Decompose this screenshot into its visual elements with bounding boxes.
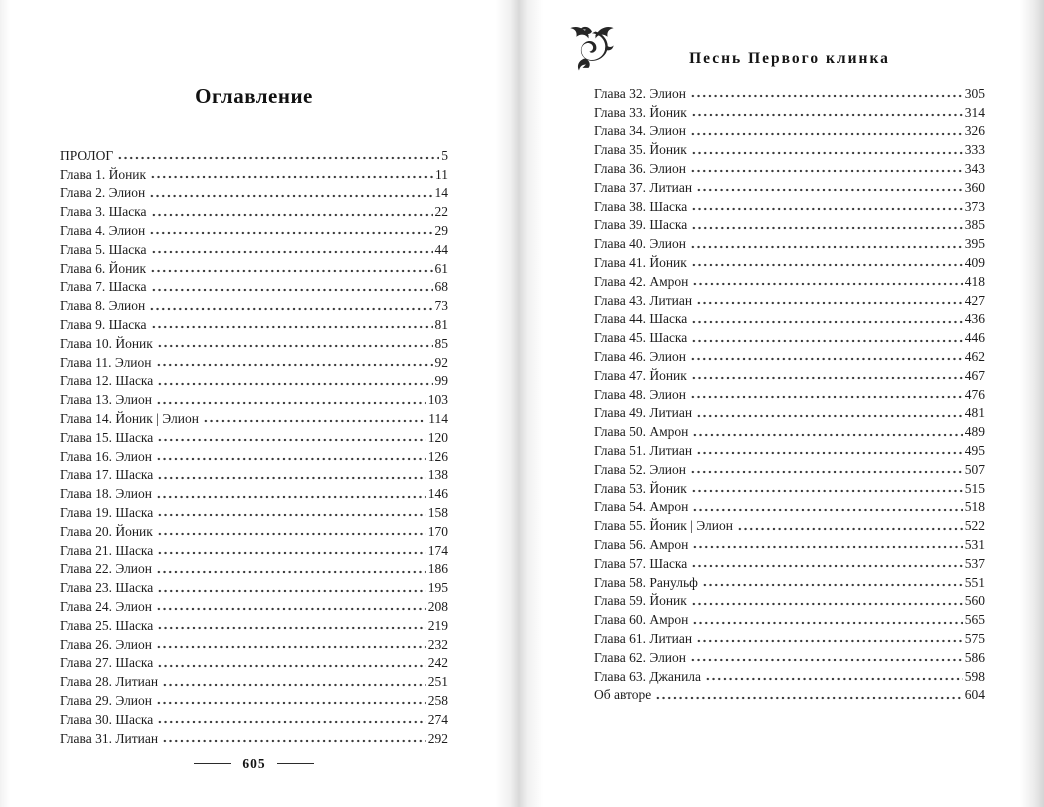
toc-entry-page: 158 [427,504,448,520]
toc-entry-page: 305 [964,85,985,101]
right-page [527,0,1044,807]
toc-entry[interactable] [594,102,985,121]
toc-entry-label: Глава 11. Элион [60,354,152,370]
page-footer [60,756,448,772]
toc-entry-page: 232 [427,636,448,652]
toc-entry[interactable] [594,440,985,459]
toc-entry[interactable] [60,540,448,559]
dot-leader [702,582,963,588]
dot-leader [655,695,963,701]
dot-leader [691,206,962,212]
toc-entry-label: Глава 56. Амрон [594,536,689,552]
dot-leader [691,338,962,344]
toc-entry[interactable] [60,653,448,672]
toc-entry-page: 418 [964,273,985,289]
left-page [0,0,517,807]
toc-entry-page: 242 [427,655,448,671]
dot-leader [691,601,963,607]
toc-entry-label: Глава 38. Шаска [594,198,688,214]
toc-entry-label: Глава 21. Шаска [60,542,154,558]
toc-entry-page: 186 [427,561,448,577]
toc-entry-label: Глава 29. Элион [60,692,153,708]
toc-entry[interactable] [594,158,985,177]
dot-leader [691,112,963,118]
toc-entry-label: Глава 55. Йоник | Элион [594,518,733,534]
dot-leader [157,531,426,537]
toc-entry-label: Глава 5. Шаска [60,241,147,257]
dot-leader [162,738,426,744]
dot-leader [690,394,963,400]
toc-entry-page: 586 [964,649,985,665]
dot-leader [157,437,425,443]
toc-entry[interactable] [60,201,448,220]
dot-leader [691,319,962,325]
toc-entry[interactable] [594,459,985,478]
toc-entry[interactable] [60,502,448,521]
toc-entry[interactable] [594,83,985,102]
toc-entry[interactable] [594,215,985,234]
dot-leader [151,249,433,255]
dot-leader [156,494,426,500]
toc-entry[interactable] [60,483,448,502]
toc-entry-label: Глава 57. Шаска [594,555,688,571]
dot-leader [691,225,962,231]
dot-leader [157,475,425,481]
dot-leader [117,155,439,161]
toc-entry[interactable] [594,534,985,553]
toc-entry-page: 208 [427,598,448,614]
toc-entry-page: 476 [964,386,985,402]
toc-entry[interactable] [594,666,985,685]
dot-leader [150,174,433,180]
toc-entry-label: Глава 42. Амрон [594,273,689,289]
toc-entry[interactable] [594,591,985,610]
toc-entry[interactable] [594,139,985,158]
toc-entry-page: 531 [964,536,985,552]
toc-entry-label: Глава 39. Шаска [594,217,688,233]
toc-entry[interactable] [594,327,985,346]
toc-entry[interactable] [60,389,448,408]
toc-entry-page: 126 [427,448,448,464]
toc-entry-page: 99 [434,373,448,389]
dot-leader [691,262,963,268]
toc-entry-page: 333 [964,142,985,158]
toc-entry-page: 467 [964,367,985,383]
dot-leader [691,150,963,156]
dot-leader [157,512,425,518]
dot-leader [690,657,963,663]
toc-entry[interactable] [60,258,448,277]
toc-entry[interactable] [60,709,448,728]
toc-entry-page: 73 [434,298,448,314]
toc-entry[interactable] [594,421,985,440]
toc-entry[interactable] [594,365,985,384]
dot-leader [691,488,963,494]
toc-entry-label: Глава 60. Амрон [594,612,689,628]
dot-leader [690,131,963,137]
dot-leader [156,456,426,462]
toc-entry-page: 343 [964,160,985,176]
dot-leader [690,93,963,99]
toc-entry-label: Глава 25. Шаска [60,617,154,633]
toc-entry-label: Глава 45. Шаска [594,330,688,346]
toc-entry-page: 560 [964,593,985,609]
toc-entry-page: 92 [434,354,448,370]
toc-entry-label: Глава 41. Йоник [594,254,687,270]
toc-entry[interactable] [60,615,448,634]
toc-entry[interactable] [594,515,985,534]
dot-leader [156,700,426,706]
toc-entry[interactable] [60,352,448,371]
toc-entry-label: Глава 51. Литиан [594,442,693,458]
toc-entry-label: Глава 52. Элион [594,461,687,477]
toc-entry-page: 170 [427,523,448,539]
toc-entry-label: Глава 30. Шаска [60,711,154,727]
toc-entry-page: 385 [964,217,985,233]
toc-entry-label: Глава 2. Элион [60,185,146,201]
dot-leader [692,544,962,550]
dot-leader [696,187,963,193]
dot-leader [156,606,426,612]
toc-entry-page: 489 [964,424,985,440]
dot-leader [151,212,433,218]
toc-entry[interactable] [60,239,448,258]
toc-entry-label: Глава 61. Литиан [594,630,693,646]
toc-entry-page: 507 [964,461,985,477]
toc-entry-page: 409 [964,254,985,270]
toc-entry-page: 11 [435,166,448,182]
toc-entry-label: Глава 26. Элион [60,636,153,652]
toc-title: Оглавление [195,84,313,108]
dot-leader [737,526,963,532]
dot-leader [690,469,963,475]
toc-entry-label: Глава 59. Йоник [594,593,687,609]
toc-entry[interactable] [60,427,448,446]
toc-entry[interactable] [594,685,985,704]
toc-entry-label: Глава 24. Элион [60,598,153,614]
toc-entry[interactable] [60,408,448,427]
toc-entry-page: 314 [964,104,985,120]
dot-leader [157,663,425,669]
dot-leader [151,287,433,293]
toc-entry-page: 292 [427,730,448,746]
toc-entry-label: Глава 27. Шаска [60,655,154,671]
toc-entry-label: Глава 46. Элион [594,348,687,364]
dot-leader [149,230,432,236]
toc-entry-label: Глава 19. Шаска [60,504,154,520]
toc-entry[interactable] [60,446,448,465]
dot-leader [157,625,425,631]
toc-entry[interactable] [594,233,985,252]
toc-entry-label: Об авторе [594,687,652,703]
toc-entry-page: 103 [427,392,448,408]
toc-entry-page: 81 [434,316,448,332]
toc-entry[interactable] [594,346,985,365]
toc-entry-label: Глава 13. Элион [60,392,153,408]
toc-entry-page: 326 [964,123,985,139]
dot-leader [157,550,425,556]
toc-entry[interactable] [594,384,985,403]
toc-entry-label: Глава 62. Элион [594,649,687,665]
dot-leader [692,281,962,287]
toc-entry[interactable] [594,497,985,516]
toc-entry-label: Глава 23. Шаска [60,580,154,596]
dot-leader [690,356,963,362]
dot-leader [696,638,963,644]
toc-entry-label: Глава 40. Элион [594,236,687,252]
toc-entry-page: 395 [964,236,985,252]
dot-leader [692,432,962,438]
toc-entry-label: Глава 35. Йоник [594,142,687,158]
toc-entry-label: Глава 17. Шаска [60,467,154,483]
dot-leader [691,375,963,381]
toc-entry-label: Глава 43. Литиан [594,292,693,308]
toc-entry-label: Глава 31. Литиан [60,730,159,746]
toc-entry[interactable] [60,559,448,578]
toc-entry-page: 29 [434,222,448,238]
toc-entry[interactable] [60,690,448,709]
dot-leader [692,620,962,626]
toc-entry[interactable] [60,183,448,202]
toc-entry-page: 598 [964,668,985,684]
toc-list-left [60,145,448,747]
toc-entry[interactable] [594,403,985,422]
toc-entry-page: 427 [964,292,985,308]
toc-entry-page: 481 [964,405,985,421]
toc-entry-label: Глава 28. Литиан [60,674,159,690]
toc-entry-page: 360 [964,179,985,195]
toc-entry-label: Глава 12. Шаска [60,373,154,389]
toc-entry[interactable] [60,577,448,596]
footer-rule-left [194,763,231,764]
dot-leader [157,588,425,594]
toc-entry-page: 537 [964,555,985,571]
toc-entry-label: Глава 20. Йоник [60,523,153,539]
toc-entry[interactable] [594,609,985,628]
toc-entry[interactable] [60,314,448,333]
toc-entry[interactable] [60,465,448,484]
dot-leader [203,418,426,424]
toc-entry-label: Глава 48. Элион [594,386,687,402]
toc-entry-label: Глава 63. Джанила [594,668,702,684]
toc-entry-label: Глава 36. Элион [594,160,687,176]
toc-entry[interactable] [60,145,448,164]
toc-entry-page: 85 [434,335,448,351]
toc-entry-page: 22 [434,204,448,220]
dot-leader [157,343,433,349]
toc-entry-page: 258 [427,692,448,708]
toc-entry-label: Глава 44. Шаска [594,311,688,327]
toc-entry[interactable] [60,295,448,314]
toc-entry-page: 14 [434,185,448,201]
toc-entry-label: Глава 32. Элион [594,85,687,101]
toc-entry[interactable] [594,572,985,591]
toc-entry[interactable] [594,309,985,328]
dot-leader [690,244,963,250]
toc-entry[interactable] [594,628,985,647]
toc-entry-label: Глава 16. Элион [60,448,153,464]
dot-leader [696,300,963,306]
running-header [594,26,985,83]
toc-entry-label: Глава 14. Йоник | Элион [60,410,199,426]
toc-entry-label: Глава 4. Элион [60,222,146,238]
toc-entry[interactable] [60,521,448,540]
toc-entry[interactable] [594,121,985,140]
toc-entry-page: 251 [427,674,448,690]
toc-entry-page: 575 [964,630,985,646]
toc-entry[interactable] [60,220,448,239]
toc-entry-page: 219 [427,617,448,633]
toc-entry-label: Глава 6. Йоник [60,260,147,276]
toc-entry-label: Глава 18. Элион [60,486,153,502]
toc-entry[interactable] [60,277,448,296]
toc-entry[interactable] [594,252,985,271]
toc-entry[interactable] [60,728,448,747]
toc-entry-page: 120 [427,429,448,445]
toc-entry[interactable] [594,271,985,290]
toc-entry-page: 436 [964,311,985,327]
toc-entry-label: Глава 15. Шаска [60,429,154,445]
toc-entry-page: 373 [964,198,985,214]
dot-leader [162,682,426,688]
book-title: Песнь Первого клинка [689,50,890,67]
dot-leader [149,193,432,199]
toc-entry-page: 462 [964,348,985,364]
dot-leader [696,450,963,456]
toc-entry-page: 515 [964,480,985,496]
toc-entry-page: 495 [964,442,985,458]
toc-entry-page: 146 [427,486,448,502]
page-number: 605 [242,755,266,771]
toc-entry-page: 604 [964,687,985,703]
footer-rule-right [277,763,314,764]
toc-entry-label: Глава 1. Йоник [60,166,147,182]
dot-leader [149,306,432,312]
dot-leader [705,676,963,682]
toc-entry-label: Глава 47. Йоник [594,367,687,383]
toc-entry[interactable] [594,177,985,196]
dot-leader [156,644,426,650]
toc-entry[interactable] [594,478,985,497]
toc-entry-label: Глава 9. Шаска [60,316,147,332]
toc-entry-page: 5 [441,147,448,163]
toc-entry-label: Глава 54. Амрон [594,499,689,515]
dot-leader [691,563,962,569]
toc-entry-page: 68 [434,279,448,295]
toc-entry-label: ПРОЛОГ [60,147,114,163]
toc-entry-label: Глава 10. Йоник [60,335,153,351]
toc-entry-label: Глава 37. Литиан [594,179,693,195]
toc-entry[interactable] [60,596,448,615]
toc-entry-label: Глава 33. Йоник [594,104,687,120]
toc-entry-label: Глава 7. Шаска [60,279,147,295]
toc-entry-page: 551 [964,574,985,590]
toc-entry[interactable] [594,647,985,666]
dot-leader [157,381,432,387]
toc-entry[interactable] [60,371,448,390]
dot-leader [692,507,962,513]
toc-entry-label: Глава 53. Йоник [594,480,687,496]
toc-entry-page: 44 [434,241,448,257]
dot-leader [156,400,426,406]
toc-entry-page: 565 [964,612,985,628]
toc-entry-page: 195 [427,580,448,596]
toc-entry-page: 138 [427,467,448,483]
toc-entry[interactable] [60,671,448,690]
toc-entry-label: Глава 3. Шаска [60,204,147,220]
toc-entry[interactable] [60,164,448,183]
toc-entry[interactable] [60,634,448,653]
dot-leader [156,362,433,368]
toc-entry-label: Глава 8. Элион [60,298,146,314]
toc-entry[interactable] [594,553,985,572]
toc-entry-label: Глава 50. Амрон [594,424,689,440]
toc-entry-page: 518 [964,499,985,515]
toc-list-right [594,83,985,703]
toc-entry-page: 446 [964,330,985,346]
dot-leader [156,569,426,575]
toc-entry-page: 174 [427,542,448,558]
toc-entry-label: Глава 34. Элион [594,123,687,139]
toc-entry-label: Глава 58. Ранульф [594,574,698,590]
dot-leader [690,168,963,174]
dot-leader [157,719,425,725]
toc-entry-label: Глава 22. Элион [60,561,153,577]
dot-leader [150,268,432,274]
toc-entry[interactable] [60,333,448,352]
toc-entry-page: 274 [427,711,448,727]
dot-leader [696,413,963,419]
dot-leader [151,324,433,330]
toc-entry-page: 522 [964,518,985,534]
toc-entry-label: Глава 49. Литиан [594,405,693,421]
toc-entry[interactable] [594,290,985,309]
toc-entry[interactable] [594,196,985,215]
toc-entry-page: 114 [428,410,448,426]
toc-entry-page: 61 [434,260,448,276]
